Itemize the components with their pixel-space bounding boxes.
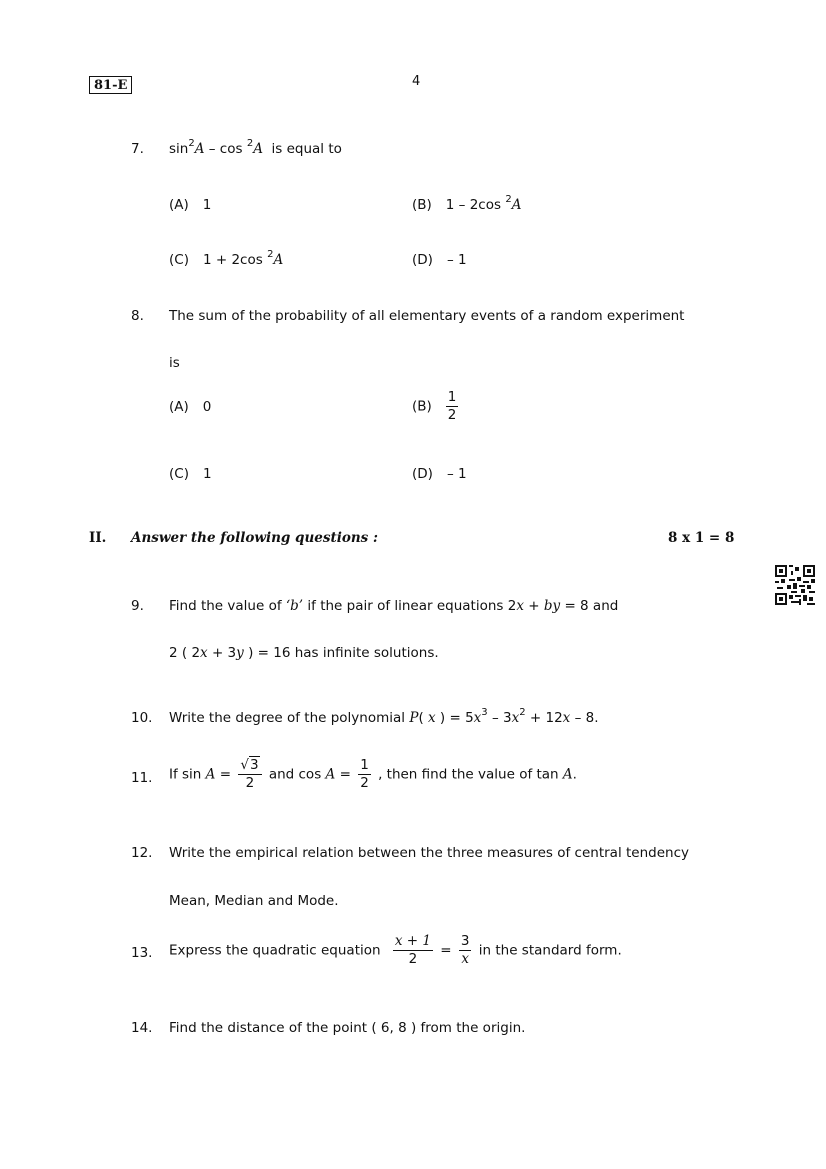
q7-option-c: (C) 1 + 2cos $^2$A: [169, 249, 284, 268]
section-marks: 8 x 1 = 8: [668, 530, 735, 546]
page-number: 4: [412, 74, 421, 89]
q14-text: Find the distance of the point ( 6, 8 ) from the origin.: [169, 1020, 526, 1036]
q8-option-a: (A) 0: [169, 399, 212, 415]
q13-right-fraction: $\frac{3}{x}$: [460, 933, 470, 967]
q13-number: 13.: [131, 945, 153, 961]
q11-sine-fraction: $\frac{√3}{2}$: [238, 757, 261, 792]
q12-number: 12.: [131, 845, 153, 861]
paper-code: 81-E: [89, 76, 132, 94]
q9-text-line1: Find the value of ‘b’ if the pair of linear equations 2x + by = 8 and: [169, 598, 619, 614]
q14-number: 14.: [131, 1020, 153, 1036]
q8-text-line1: The sum of the probability of all elementary events of a random experiment: [169, 308, 685, 324]
q7-option-a: (A) 1: [169, 197, 212, 213]
q8-option-d: (D) – 1: [412, 466, 467, 482]
q7-option-b: (B) 1 – 2cos $^2$A: [412, 194, 522, 213]
qr-code-icon: [775, 565, 815, 605]
q10-text: Write the degree of the polynomial P( x ) = $5x^3 - 3x^2 + 12x - 8$.: [169, 707, 599, 726]
q7-number: 7.: [131, 141, 144, 157]
q7-text: $\sin^2A$ – cos $^2$A is equal to: [169, 138, 342, 157]
q8-option-b-fraction: $\frac{1}{2}$: [447, 389, 457, 423]
q13-left-fraction: $\frac{x + 1}{2}$: [394, 933, 431, 967]
q9-text-line2: 2 ( 2x + 3y ) = 16 has infinite solutions.: [169, 645, 439, 661]
q12-text-line2: Mean, Median and Mode.: [169, 893, 339, 909]
section-title: Answer the following questions :: [131, 530, 378, 546]
q10-number: 10.: [131, 710, 153, 726]
q11-text: If sin A = $\frac{√3}{2}$ and cos A = $\frac{1}{2}$ , then find the value of tan A.: [169, 757, 577, 791]
q12-text-line1: Write the empirical relation between the three measures of central tendency: [169, 845, 689, 861]
q8-option-b: (B) $\frac{1}{2}$: [412, 389, 457, 423]
q7-option-d: (D) – 1: [412, 252, 467, 268]
q9-number: 9.: [131, 598, 144, 614]
q11-number: 11.: [131, 770, 153, 786]
section-number: II.: [89, 530, 107, 546]
q8-option-c: (C) 1: [169, 466, 212, 482]
q8-text-line2: is: [169, 355, 180, 371]
q13-text: Express the quadratic equation $\frac{x + 1}{2}$ = $\frac{3}{x}$ in the standard form.: [169, 933, 622, 967]
q8-number: 8.: [131, 308, 144, 324]
q11-cosine-fraction: $\frac{1}{2}$: [360, 757, 369, 791]
